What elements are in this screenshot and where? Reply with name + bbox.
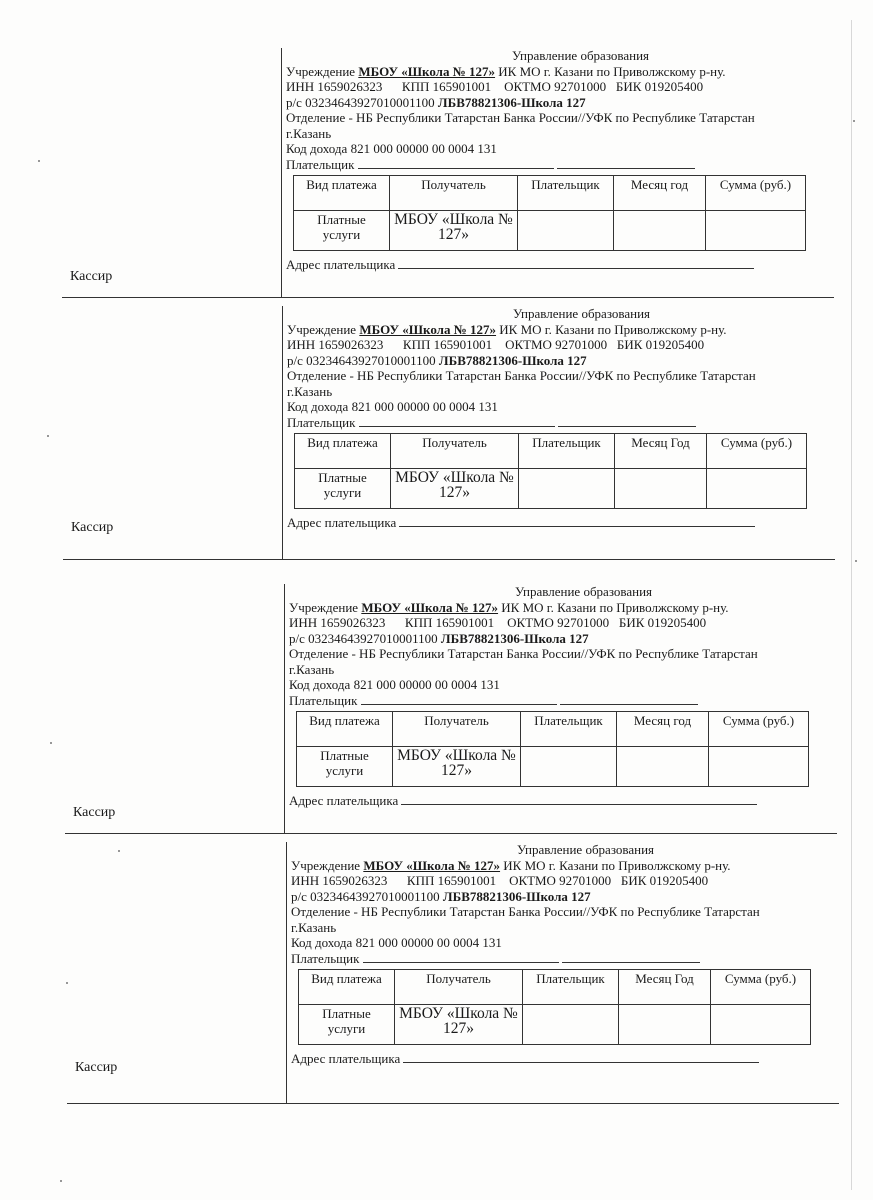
payment-slip	[63, 306, 835, 560]
cashier-label: Кассир	[71, 520, 114, 535]
payer-name-field[interactable]	[363, 951, 559, 963]
payment-table-row	[297, 747, 809, 787]
account-code: ЛБВ78821306-Школа 127	[438, 352, 587, 368]
payer-address-field[interactable]	[399, 515, 755, 527]
header-amount: Сумма (руб.)	[706, 176, 806, 211]
payer-address-label: Адрес плательщика	[287, 515, 397, 530]
header-month-year: Месяц Год	[615, 434, 707, 469]
cell-payer[interactable]	[518, 211, 614, 251]
cashier-label: Кассир	[75, 1060, 118, 1075]
institution-label: Учреждение	[291, 857, 361, 873]
payer-line	[287, 415, 835, 431]
bik-value: БИК 019205400	[615, 79, 704, 94]
institution-label: Учреждение	[287, 321, 357, 337]
header-month-year: Месяц Год	[619, 970, 711, 1005]
payment-table-row	[294, 211, 806, 251]
inn-value: ИНН 1659026323	[286, 79, 383, 94]
inn-value: ИНН 1659026323	[289, 615, 386, 630]
payment-table-header-row	[294, 176, 806, 211]
cell-payment-type: Платные услуги	[295, 469, 391, 509]
account-code: ЛБВ78821306-Школа 127	[440, 630, 589, 646]
institution-rest: ИК МО г. Казани по Приволжскому р-ну.	[503, 857, 731, 873]
payer-address-line	[287, 515, 835, 531]
institution-line	[286, 64, 834, 80]
slip-divider-horizontal	[63, 559, 835, 560]
institution-label: Учреждение	[286, 63, 356, 79]
cell-payer[interactable]	[519, 469, 615, 509]
account-line	[286, 95, 834, 111]
payer-extra-field[interactable]	[562, 951, 700, 963]
payer-address-line	[289, 793, 837, 809]
payment-table	[293, 175, 806, 251]
header-payer: Плательщик	[523, 970, 619, 1005]
header-payment-type: Вид платежа	[299, 970, 395, 1005]
account-number: р/с 03234643927010001100	[286, 94, 435, 110]
bank-line: Отделение - НБ Республики Татарстан Банка России//УФК по Республике Татарстан	[289, 646, 758, 661]
bik-value: БИК 019205400	[618, 615, 707, 630]
institution-label: Учреждение	[289, 599, 359, 615]
cell-amount[interactable]	[707, 469, 807, 509]
requisites-line	[286, 79, 834, 95]
payer-label: Плательщик	[291, 950, 360, 966]
payer-address-label: Адрес плательщика	[291, 1051, 401, 1066]
payer-address-label: Адрес плательщика	[289, 793, 399, 808]
scan-speck	[853, 120, 855, 122]
account-line	[291, 889, 839, 905]
payment-table	[298, 969, 811, 1045]
account-number: р/с 03234643927010001100	[289, 630, 438, 646]
income-code-line: Код дохода 821 000 00000 00 0004 131	[286, 141, 497, 156]
payer-line	[286, 157, 834, 173]
payer-address-field[interactable]	[401, 793, 757, 805]
payer-label: Плательщик	[289, 692, 358, 708]
cell-payment-type: Платные услуги	[299, 1005, 395, 1045]
header-payer: Плательщик	[521, 712, 617, 747]
payer-extra-field[interactable]	[560, 693, 698, 705]
cell-payer[interactable]	[523, 1005, 619, 1045]
header-amount: Сумма (руб.)	[711, 970, 811, 1005]
header-recipient: Получатель	[395, 970, 523, 1005]
department-title: Управление образования	[512, 48, 650, 63]
payment-table-header-row	[297, 712, 809, 747]
header-payer: Плательщик	[518, 176, 614, 211]
account-line	[289, 631, 837, 647]
cell-recipient: МБОУ «Школа № 127»	[391, 469, 519, 509]
payer-name-field[interactable]	[361, 693, 557, 705]
payment-table	[294, 433, 807, 509]
header-recipient: Получатель	[391, 434, 519, 469]
institution-name: МБОУ «Школа № 127»	[363, 857, 501, 873]
cell-amount[interactable]	[706, 211, 806, 251]
scan-speck	[38, 160, 40, 162]
requisites-line	[289, 615, 837, 631]
institution-line	[289, 600, 837, 616]
bank-line: Отделение - НБ Республики Татарстан Банка России//УФК по Республике Татарстан	[291, 904, 760, 919]
department-title: Управление образования	[515, 584, 653, 599]
payer-name-field[interactable]	[358, 157, 554, 169]
header-payment-type: Вид платежа	[297, 712, 393, 747]
payer-label: Плательщик	[286, 156, 355, 172]
cell-month-year[interactable]	[614, 211, 706, 251]
payment-table-header-row	[299, 970, 811, 1005]
header-amount: Сумма (руб.)	[709, 712, 809, 747]
inn-value: ИНН 1659026323	[291, 873, 388, 888]
payer-name-field[interactable]	[359, 415, 555, 427]
cashier-label: Кассир	[73, 805, 116, 820]
slip-divider-horizontal	[62, 297, 834, 298]
oktmo-value: ОКТМО 92701000	[509, 873, 612, 888]
institution-rest: ИК МО г. Казани по Приволжскому р-ну.	[501, 599, 729, 615]
payment-table-row	[299, 1005, 811, 1045]
header-recipient: Получатель	[393, 712, 521, 747]
account-code: ЛБВ78821306-Школа 127	[442, 888, 591, 904]
slip-divider-vertical	[286, 842, 287, 1104]
cell-amount[interactable]	[711, 1005, 811, 1045]
payer-line	[289, 693, 837, 709]
institution-rest: ИК МО г. Казани по Приволжскому р-ну.	[498, 63, 726, 79]
cell-month-year[interactable]	[617, 747, 709, 787]
payer-address-field[interactable]	[398, 257, 754, 269]
income-code-line: Код дохода 821 000 00000 00 0004 131	[291, 935, 502, 950]
cell-recipient: МБОУ «Школа № 127»	[390, 211, 518, 251]
scan-speck	[118, 850, 120, 852]
account-line	[287, 353, 835, 369]
cell-payment-type: Платные услуги	[294, 211, 390, 251]
cashier-label: Кассир	[70, 269, 113, 284]
inn-value: ИНН 1659026323	[287, 337, 384, 352]
oktmo-value: ОКТМО 92701000	[507, 615, 610, 630]
payer-extra-field[interactable]	[557, 157, 695, 169]
institution-name: МБОУ «Школа № 127»	[358, 63, 496, 79]
department-title: Управление образования	[513, 306, 651, 321]
account-number: р/с 03234643927010001100	[287, 352, 436, 368]
cell-month-year[interactable]	[619, 1005, 711, 1045]
cell-recipient: МБОУ «Школа № 127»	[393, 747, 521, 787]
city-line: г.Казань	[287, 383, 333, 399]
institution-line	[287, 322, 835, 338]
slip-divider-horizontal	[65, 833, 837, 834]
payment-slip	[65, 584, 837, 834]
kpp-value: КПП 165901001	[406, 873, 497, 888]
page-edge-line	[851, 20, 852, 1190]
slip-divider-vertical	[284, 584, 285, 834]
payer-address-label: Адрес плательщика	[286, 257, 396, 272]
slip-divider-horizontal	[67, 1103, 839, 1104]
payment-slip	[67, 842, 839, 1104]
payment-table-header-row	[295, 434, 807, 469]
bank-line: Отделение - НБ Республики Татарстан Банка России//УФК по Республике Татарстан	[287, 368, 756, 383]
slip-divider-vertical	[282, 306, 283, 560]
bik-value: БИК 019205400	[620, 873, 709, 888]
requisites-line	[287, 337, 835, 353]
header-recipient: Получатель	[390, 176, 518, 211]
city-line: г.Казань	[291, 919, 337, 935]
cell-month-year[interactable]	[615, 469, 707, 509]
header-month-year: Месяц год	[617, 712, 709, 747]
header-payment-type: Вид платежа	[294, 176, 390, 211]
header-payer: Плательщик	[519, 434, 615, 469]
city-line: г.Казань	[286, 125, 332, 141]
slip-divider-vertical	[281, 48, 282, 298]
department-title: Управление образования	[517, 842, 655, 857]
institution-line	[291, 858, 839, 874]
income-code-line: Код дохода 821 000 00000 00 0004 131	[289, 677, 500, 692]
payment-table-row	[295, 469, 807, 509]
cell-payer[interactable]	[521, 747, 617, 787]
bank-line: Отделение - НБ Республики Татарстан Банка России//УФК по Республике Татарстан	[286, 110, 755, 125]
income-code-line: Код дохода 821 000 00000 00 0004 131	[287, 399, 498, 414]
payer-address-line	[286, 257, 834, 273]
cell-recipient: МБОУ «Школа № 127»	[395, 1005, 523, 1045]
requisites-line	[291, 873, 839, 889]
cell-amount[interactable]	[709, 747, 809, 787]
slip-content	[289, 584, 837, 809]
cell-payment-type: Платные услуги	[297, 747, 393, 787]
header-payment-type: Вид платежа	[295, 434, 391, 469]
institution-rest: ИК МО г. Казани по Приволжскому р-ну.	[499, 321, 727, 337]
scan-speck	[66, 982, 68, 984]
kpp-value: КПП 165901001	[402, 337, 493, 352]
oktmo-value: ОКТМО 92701000	[505, 337, 608, 352]
payer-label: Плательщик	[287, 414, 356, 430]
slip-content	[287, 306, 835, 531]
account-number: р/с 03234643927010001100	[291, 888, 440, 904]
kpp-value: КПП 165901001	[404, 615, 495, 630]
institution-name: МБОУ «Школа № 127»	[361, 599, 499, 615]
payer-extra-field[interactable]	[558, 415, 696, 427]
scan-speck	[50, 742, 52, 744]
institution-name: МБОУ «Школа № 127»	[359, 321, 497, 337]
payer-address-field[interactable]	[403, 1051, 759, 1063]
scan-speck	[855, 560, 857, 562]
payment-slip	[62, 48, 834, 298]
city-line: г.Казань	[289, 661, 335, 677]
oktmo-value: ОКТМО 92701000	[504, 79, 607, 94]
payer-address-line	[291, 1051, 839, 1067]
payer-line	[291, 951, 839, 967]
header-amount: Сумма (руб.)	[707, 434, 807, 469]
kpp-value: КПП 165901001	[401, 79, 492, 94]
scan-speck	[60, 1180, 62, 1182]
account-code: ЛБВ78821306-Школа 127	[437, 94, 586, 110]
scan-speck	[47, 435, 49, 437]
slip-content	[286, 48, 834, 273]
header-month-year: Месяц год	[614, 176, 706, 211]
slip-content	[291, 842, 839, 1067]
payment-table	[296, 711, 809, 787]
bik-value: БИК 019205400	[616, 337, 705, 352]
